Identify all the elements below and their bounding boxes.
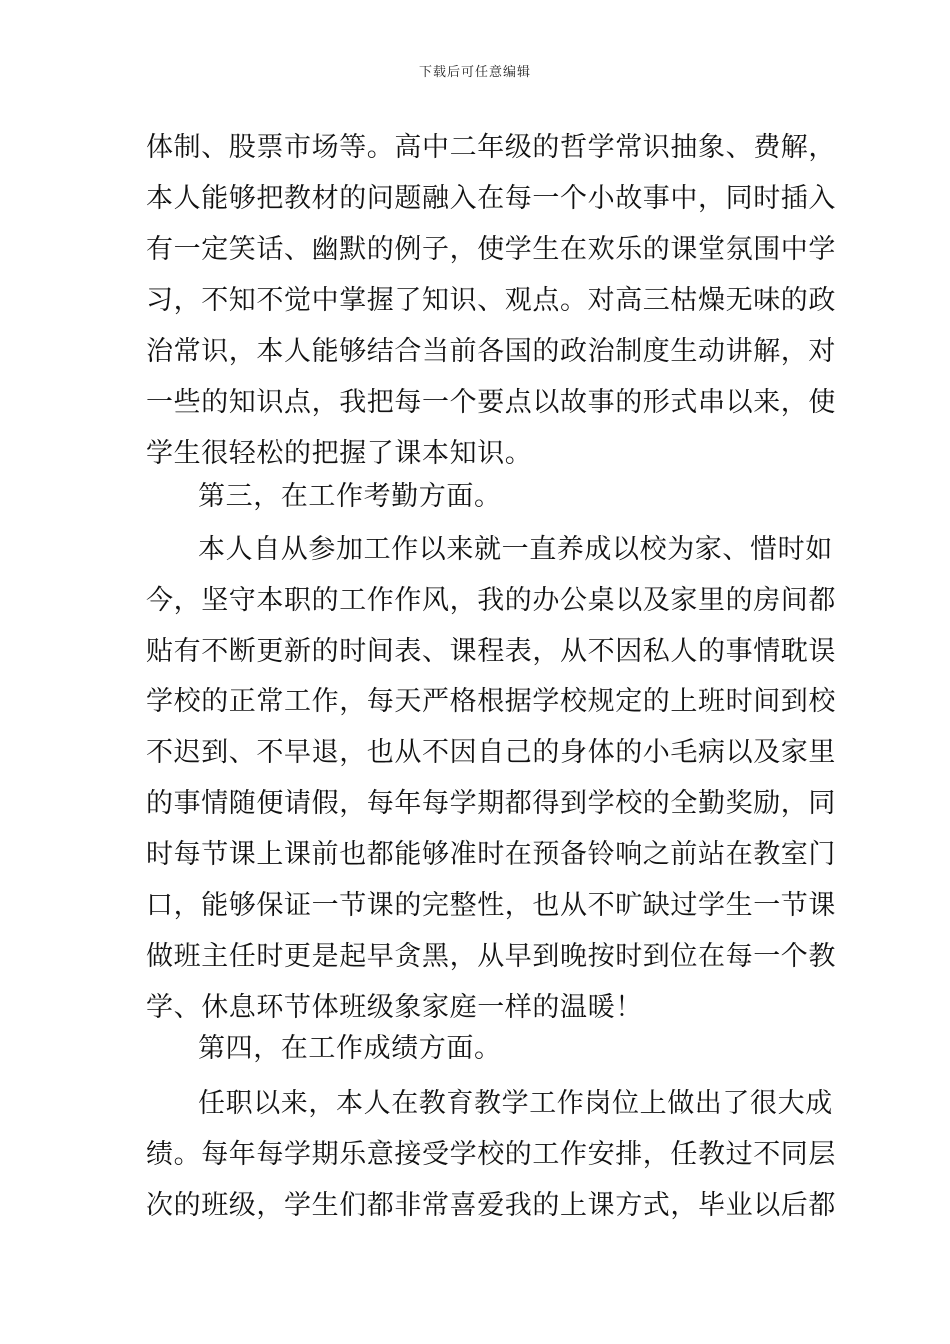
text-line: 做班主任时更是起早贪黑，从早到晚按时到位在每一个教 <box>146 941 836 972</box>
text-line: 学生很轻松的把握了课本知识。 <box>146 438 533 469</box>
text-line: 不迟到、不早退，也从不因自己的身体的小毛病以及家里 <box>146 737 836 768</box>
paragraph-first-line: 任职以来，本人在教育教学工作岗位上做出了很大成 <box>198 1088 833 1119</box>
text-line: 绩。每年每学期乐意接受学校的工作安排，任教过不同层 <box>146 1139 836 1170</box>
text-line: 今，坚守本职的工作作风，我的办公桌以及家里的房间都 <box>146 585 836 616</box>
text-line: 的事情随便请假，每年每学期都得到学校的全勤奖励，同 <box>146 788 836 819</box>
text-line: 本人能够把教材的问题融入在每一个小故事中，同时插入 <box>146 183 836 214</box>
section-heading: 第四，在工作成绩方面。 <box>198 1033 502 1064</box>
page-header: 下载后可任意编辑 <box>418 65 531 80</box>
text-line: 口，能够保证一节课的完整性，也从不旷缺过学生一节课 <box>146 890 836 921</box>
text-line: 一些的知识点，我把每一个要点以故事的形式串以来，使 <box>146 387 836 418</box>
text-line: 有一定笑话、幽默的例子，使学生在欢乐的课堂氛围中学 <box>146 234 836 265</box>
text-line: 时每节课上课前也都能够准时在预备铃响之前站在教室门 <box>146 839 836 870</box>
section-heading: 第三，在工作考勤方面。 <box>198 481 502 512</box>
text-line: 学、休息环节体班级象家庭一样的温暖！ <box>146 992 643 1023</box>
paragraph-first-line: 本人自从参加工作以来就一直养成以校为家、惜时如 <box>198 534 833 565</box>
text-line: 次的班级，学生们都非常喜爱我的上课方式，毕业以后都 <box>146 1190 836 1221</box>
text-line: 贴有不断更新的时间表、课程表，从不因私人的事情耽误 <box>146 636 836 667</box>
text-line: 习，不知不觉中掌握了知识、观点。对高三枯燥无味的政 <box>146 285 836 316</box>
text-line: 治常识，本人能够结合当前各国的政治制度生动讲解，对 <box>146 336 836 367</box>
text-line: 学校的正常工作，每天严格根据学校规定的上班时间到校 <box>146 686 836 717</box>
text-line: 体制、股票市场等。高中二年级的哲学常识抽象、费解， <box>146 132 836 163</box>
